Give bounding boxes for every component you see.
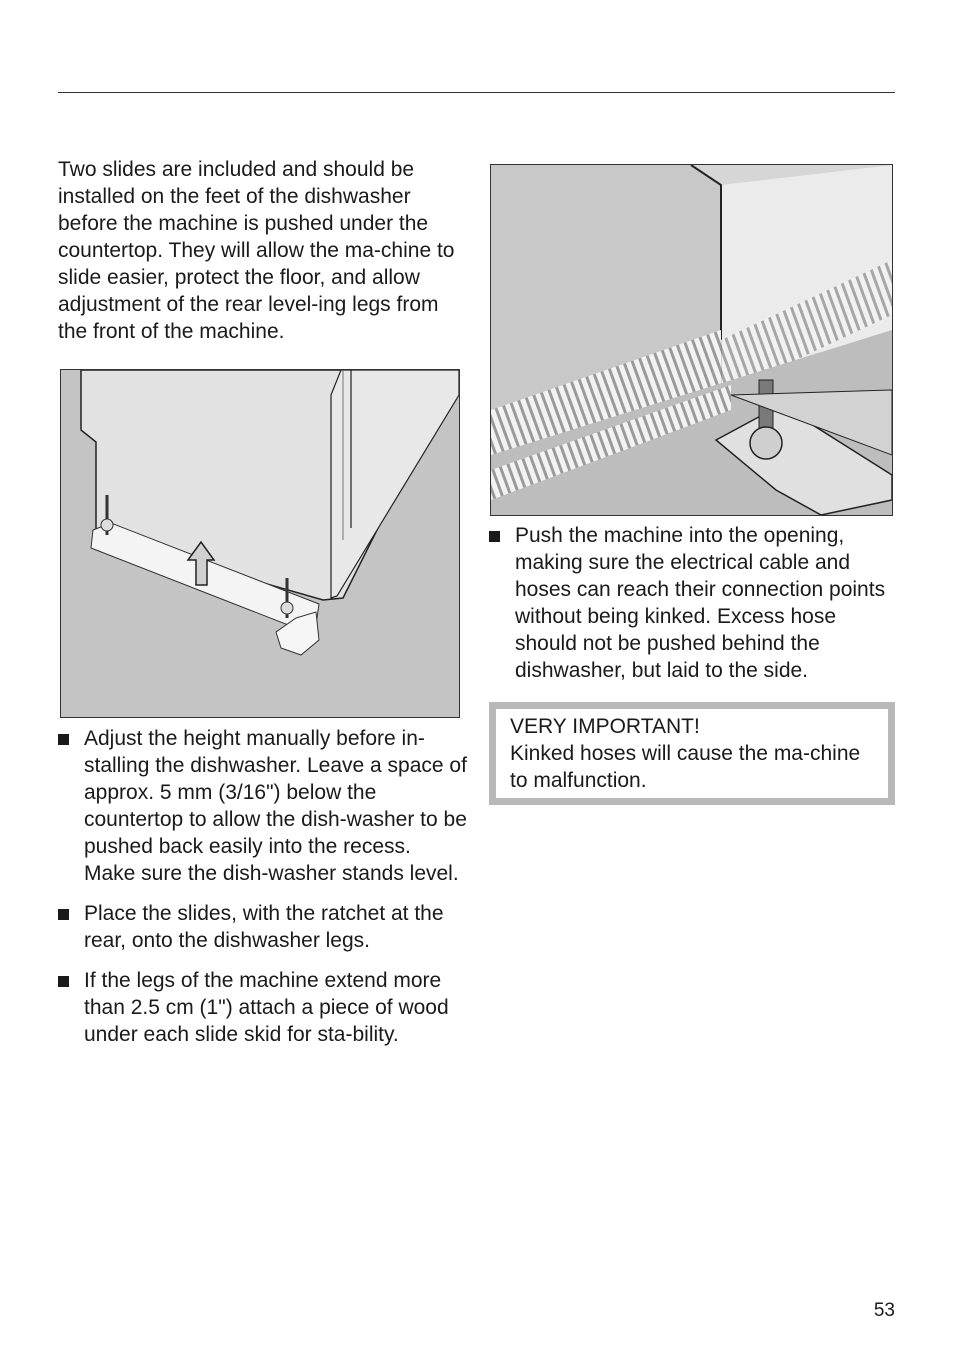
list-item-text: If the legs of the machine extend more than 2.5 cm (1") attach a piece of wood under each slide skid for sta-bility. [84,969,449,1046]
intro-paragraph: Two slides are included and should be installed on the feet of the dishwasher before the machine is pushed under the countertop. They will allow the ma-chine to slide easier, protect the floor, and allow adjustment of the rear level-ing legs from the front of the machine. [58,158,455,343]
list-item [58,725,468,887]
page-number: 53 [873,1300,895,1321]
left-instruction-list [58,725,468,1061]
notice-heading: VERY IMPORTANT! [510,715,700,738]
list-item [58,967,468,1048]
list-item-text: Adjust the height manually before in-stalling the dishwasher. Leave a space of approx. 5 mm (3/16") below the countertop to allow the dish-washer to be pushed back easily into the recess. Make sure the dish-washer stands level. [84,727,467,885]
list-item [489,522,895,684]
hose-routing-illustration [490,164,893,516]
bullet-square-icon [58,909,69,920]
list-item-text: Push the machine into the opening, making sure the electrical cable and hoses can reach their connection points without being kinked. Excess hose should not be pushed behind the dishwasher, but laid to the side. [515,524,886,682]
right-instruction-list [489,522,895,697]
slide-installation-illustration [60,369,460,718]
bullet-square-icon [58,734,69,745]
notice-text: Kinked hoses will cause the ma-chine to malfunction. [510,742,861,792]
bullet-square-icon [489,531,500,542]
header-rule [58,92,895,93]
list-item-text: Place the slides, with the ratchet at the rear, onto the dishwasher legs. [84,902,444,952]
bullet-square-icon [58,976,69,987]
list-item [58,900,468,954]
important-notice-box [489,702,895,805]
intro-column [58,156,468,345]
